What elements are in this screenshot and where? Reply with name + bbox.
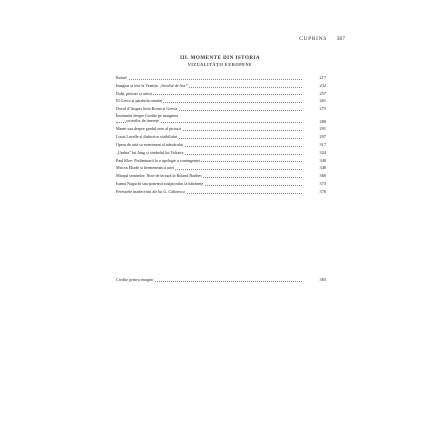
toc-entry-title: Manet sau despre gradul zero al picturii bbox=[116, 126, 182, 132]
toc-entry[interactable] bbox=[116, 97, 328, 105]
toc-entry[interactable] bbox=[116, 125, 328, 133]
toc-entry-page: 348 bbox=[319, 165, 326, 171]
toc-entry-title: Louis Lavelle și dialectica vizibilului bbox=[116, 134, 177, 140]
table-of-contents bbox=[116, 74, 328, 196]
toc-entry[interactable] bbox=[116, 113, 328, 126]
toc-entry[interactable] bbox=[116, 149, 328, 157]
toc-entry-title: Paul Klee: Preliminarii la o apologie a contingenței bbox=[116, 157, 201, 163]
toc-entry-title: Mircea Eliade și hermeneutica artei bbox=[116, 165, 175, 171]
credits-title: Credite pentru imagini bbox=[116, 277, 154, 282]
toc-entry-title: Însemnări despre Goethe pe marginea bbox=[116, 112, 178, 118]
toc-entry-page: 291 bbox=[319, 126, 326, 132]
toc-entry-page: 360 bbox=[319, 173, 326, 179]
toc-entry-page: 275 bbox=[319, 106, 326, 112]
toc-entry-title: Isamu Noguchi sau portretul sculptorului la bătrânețe bbox=[116, 181, 204, 187]
toc-entry-page: 376 bbox=[319, 188, 326, 194]
toc-entry-page: 217 bbox=[319, 75, 326, 80]
toc-entry-page: 280 bbox=[319, 118, 326, 124]
toc-entry-page: 340 bbox=[319, 157, 326, 163]
toc-entry[interactable] bbox=[116, 164, 328, 172]
toc-entry[interactable] bbox=[116, 90, 328, 98]
toc-entry-title: El Greco și parabola omului bbox=[116, 98, 163, 104]
toc-entry[interactable] bbox=[116, 82, 328, 90]
section-title: III. MOMENTE DIN ISTORIA bbox=[179, 55, 261, 61]
toc-entry-title: Dalți, pietrari și urieși bbox=[116, 90, 152, 96]
section-subtitle: VIZUALITĂȚII EUROPENE bbox=[187, 62, 253, 67]
page-number: 387 bbox=[336, 36, 345, 42]
toc-entry-title: Mirajul semnelor: Note de lectură la Roland Barthes bbox=[116, 173, 202, 179]
toc-entry-page: 232 bbox=[319, 82, 326, 88]
toc-entry-title: David d’Angers între Roma și Grecia bbox=[116, 106, 178, 112]
toc-entry[interactable] bbox=[116, 133, 328, 141]
running-head: CUPRINS bbox=[299, 36, 327, 42]
toc-entry[interactable] bbox=[116, 188, 328, 196]
toc-entry[interactable] bbox=[116, 172, 328, 180]
credits-page: 383 bbox=[319, 277, 326, 282]
toc-entry[interactable] bbox=[116, 180, 328, 188]
toc-entry-page: 257 bbox=[319, 90, 326, 96]
toc-entry-page: 261 bbox=[319, 98, 326, 104]
toc-entry[interactable] bbox=[116, 157, 328, 165]
toc-entry-title: Ferestrele inadecvării ale lui G. Călinescu bbox=[116, 188, 185, 194]
toc-entry-page: 297 bbox=[319, 134, 326, 140]
toc-entry-page: 324 bbox=[319, 149, 326, 155]
toc-entry[interactable] bbox=[116, 141, 328, 149]
toc-entry-page: 317 bbox=[319, 142, 326, 148]
toc-entry-title: Rafael bbox=[116, 75, 127, 80]
toc-entry-title-continuation: scrierilor de tinerețe bbox=[126, 117, 159, 123]
toc-entry-title: Opera de artă ca eveniment al adevărului bbox=[116, 142, 184, 148]
toc-entry-page: 373 bbox=[319, 181, 326, 187]
toc-entry[interactable] bbox=[116, 74, 328, 82]
toc-entry-title: „Umbra” lui Jung și simbolul lui Voltaire bbox=[116, 149, 184, 155]
toc-entry-credits[interactable] bbox=[116, 276, 328, 284]
toc-entry[interactable] bbox=[116, 105, 328, 113]
toc-entry-title: Imagine și text la Veneția. „Secolul de Aur” bbox=[116, 82, 188, 88]
